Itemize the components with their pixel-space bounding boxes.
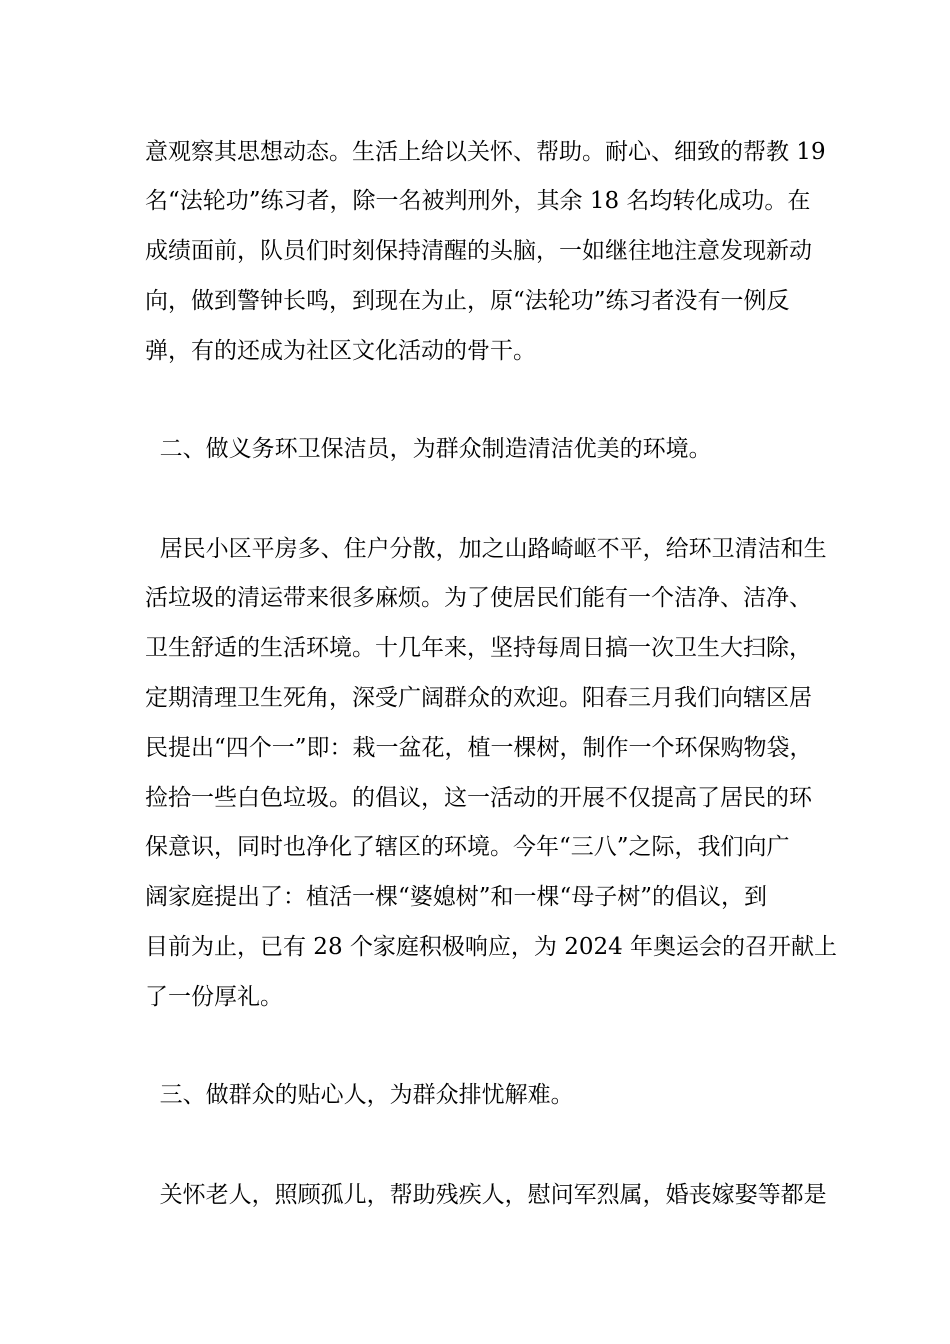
paragraph-line: 向，做到警钟长鸣，到现在为止，原“法轮功”练习者没有一例反: [145, 288, 790, 314]
paragraph-line: 关怀老人，照顾孤儿，帮助残疾人，慰问军烈属，婚丧嫁娶等都是: [145, 1182, 827, 1208]
paragraph-line: 目前为止，已有 28 个家庭积极响应，为 2024 年奥运会的召开献上: [145, 934, 838, 960]
paragraph-line: 保意识，同时也净化了辖区的环境。今年“三八”之际，我们向广: [145, 834, 790, 860]
paragraph-line: 成绩面前，队员们时刻保持清醒的头脑，一如继往地注意发现新动: [145, 238, 812, 264]
section-heading: 二、做义务环卫保洁员，为群众制造清洁优美的环境。: [145, 436, 712, 462]
paragraph-line: 活垃圾的清运带来很多麻烦。为了使居民们能有一个洁净、洁净、: [145, 585, 812, 611]
paragraph-line: 定期清理卫生死角，深受广阔群众的欢迎。阳春三月我们向辖区居: [145, 685, 812, 711]
paragraph-line: 阔家庭提出了：植活一棵“婆媳树”和一棵“母子树”的倡议，到: [145, 884, 768, 910]
paragraph-line: 居民小区平房多、住户分散，加之山路崎岖不平，给环卫清洁和生: [145, 536, 827, 562]
paragraph-line: 弹，有的还成为社区文化活动的骨干。: [145, 338, 536, 364]
paragraph-line: 了一份厚礼。: [145, 984, 283, 1010]
paragraph-line: 卫生舒适的生活环境。十几年来，坚持每周日搞一次卫生大扫除，: [145, 635, 812, 661]
paragraph-line: 意观察其思想动态。生活上给以关怀、帮助。耐心、细致的帮教 19: [145, 139, 826, 165]
paragraph-line: 名“法轮功”练习者，除一名被判刑外，其余 18 名均转化成功。在: [145, 188, 811, 214]
section-heading: 三、做群众的贴心人，为群众排忧解难。: [145, 1082, 574, 1108]
paragraph-line: 捡拾一些白色垃圾。的倡议，这一活动的开展不仅提高了居民的环: [145, 785, 812, 811]
paragraph-line: 民提出“四个一”即：栽一盆花，植一棵树，制作一个环保购物袋，: [145, 735, 813, 761]
